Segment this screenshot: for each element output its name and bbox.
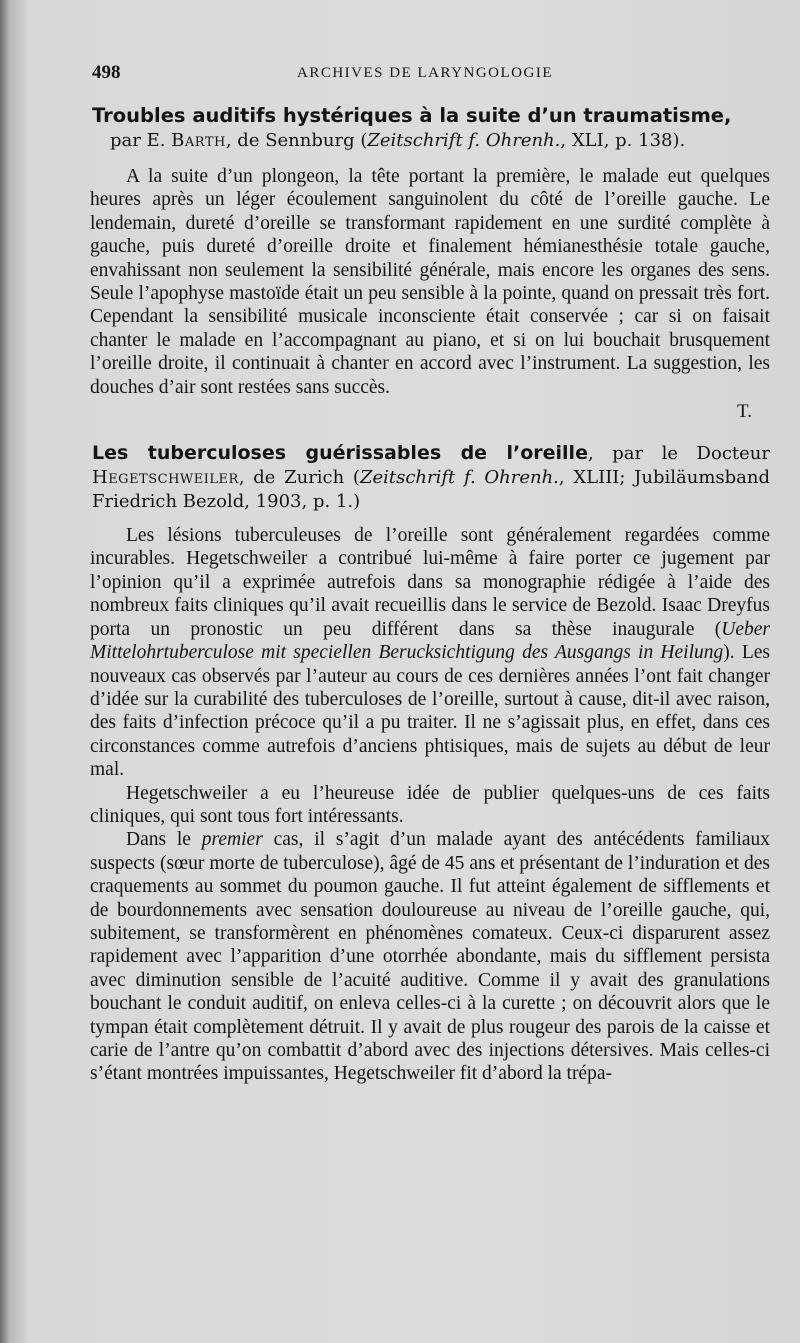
running-head bbox=[80, 58, 770, 92]
article-2-paragraph-3 bbox=[80, 828, 770, 1085]
article-1-body: A la suite d’un plongeon, la tête portant la première, le malade eut quelques heures après un léger écoulement sanguinolent du côté de l’oreille gauche. Le lendemain, dureté d’oreille se transformant rapidement en une surdité complète à gauche, puis dureté d’oreille droite et finalement hémianesthésie totale gauche, envahissant non seulement la sensibilité générale, mais encore les organes des sens. Seule l’apophyse mastoïde était un peu sensible à la pointe, quand on pressait très fort. Cependant la sensibilité musicale inconsciente était conservée ; car si on faisait chanter le malade en l’accompagnant au piano, et si on lui bouchait brusquement l’oreille droite, il continuait à chanter en accord avec l’instrument. La suggestion, les douches d’air sont restées sans succès. bbox=[90, 166, 770, 398]
emphasis: premier bbox=[201, 829, 263, 851]
article-2-paragraph-1 bbox=[80, 524, 770, 781]
page-number: 498 bbox=[92, 62, 121, 83]
paragraph-text: Dans le bbox=[126, 829, 202, 851]
article-1-title: Troubles auditifs hystériques à la suite d’un traumatisme, bbox=[92, 104, 732, 127]
article-2-paragraph-2: Hegetschweiler a eu l’heureuse idée de publier quelques-uns de ces faits cliniques, qui sont tous fort intéressants. bbox=[90, 782, 770, 827]
author-name: Barth bbox=[171, 130, 226, 151]
byline-prefix: , par le Docteur bbox=[587, 443, 770, 465]
byline-middle: , de Zurich ( bbox=[238, 467, 360, 489]
article-1-signature: T. bbox=[737, 401, 752, 423]
journal-reference: Zeitschrift f. Ohrenh. bbox=[367, 130, 561, 151]
article-2 bbox=[80, 441, 770, 1086]
thesis-title: Ueber Mittelohrtuberculose mit speciellen Berucksichtigung des Ausgangs in Heilung bbox=[90, 618, 770, 664]
journal-title: ARCHIVES DE LARYNGOLOGIE bbox=[297, 65, 553, 81]
byline-prefix: par E. bbox=[110, 130, 172, 151]
article-1 bbox=[80, 102, 770, 423]
article-2-title: Les tuberculoses guérissables de l’oreille bbox=[92, 442, 588, 465]
byline-suffix: , XLI, p. 138). bbox=[560, 130, 686, 151]
article-1-byline bbox=[110, 129, 770, 153]
byline-suffix: , XLIII; Jubiläumsband Friedrich Bezold, 1903, p. 1.) bbox=[92, 467, 771, 513]
paragraph-text: ). Les nouveaux cas observés par l’auteur au cours de ces dernières années l’ont fait changer d’idée sur la curabilité des tuberculoses de l’oreille, surtout à cause, dit-il avec raison, des faits d’infection précoce qu’il a pu traiter. Il ne s’agissait plus, en effet, dans ces circonstances comme autrefois d’anciens phtisiques, mais de sujets au début de leur mal. bbox=[90, 642, 770, 781]
article-2-heading bbox=[92, 441, 770, 514]
book-page bbox=[80, 58, 770, 1086]
paragraph-text: cas, il s’agit d’un malade ayant des antécédents familiaux suspects (sœur morte de tuberculose), âgé de 45 ans et présentant de l’induration et des craquements au sommet du poumon gauche. Il fut atteint également de sifflements et de bourdonnements avec sensation douloureuse au niveau de l’oreille gauche, qui, subitement, se transformèrent en phénomènes comateux. Ceux-ci disparurent assez rapidement avec l’apparition d’une otorrhée abondante, mais du sifflement persista avec diminution sensible de l’acuité auditive. Comme il y avait des granulations bouchant le conduit auditif, on enleva celles-ci à la curette ; on découvrit alors que le tympan était complètement détruit. Il y avait de plus rougeur des parois de la caisse et carie de l’antre qu’on combattit d’abord avec des injections détersives. Mais celles-ci s’étant montrées impuissantes, Hegetschweiler fit d’abord la trépa- bbox=[90, 829, 770, 1085]
byline-middle: , de Sennburg ( bbox=[225, 130, 368, 151]
author-name: Hegetschweiler bbox=[92, 467, 239, 489]
journal-reference: Zeitschrift f. Ohrenh. bbox=[359, 467, 559, 489]
paragraph-text: Les lésions tuberculeuses de l’oreille sont généralement regardées comme incurables. Hegetschweiler a contribué lui-même à faire porter ce jugement par l’opinion qu’il a exprimée autrefois dans sa monographie rédigée à l’aide des nombreux faits cliniques qu’il avait recueillis dans le service de Bezold. Isaac Dreyfus porta un pronostic un peu différent dans sa thèse inaugurale ( bbox=[90, 525, 770, 640]
